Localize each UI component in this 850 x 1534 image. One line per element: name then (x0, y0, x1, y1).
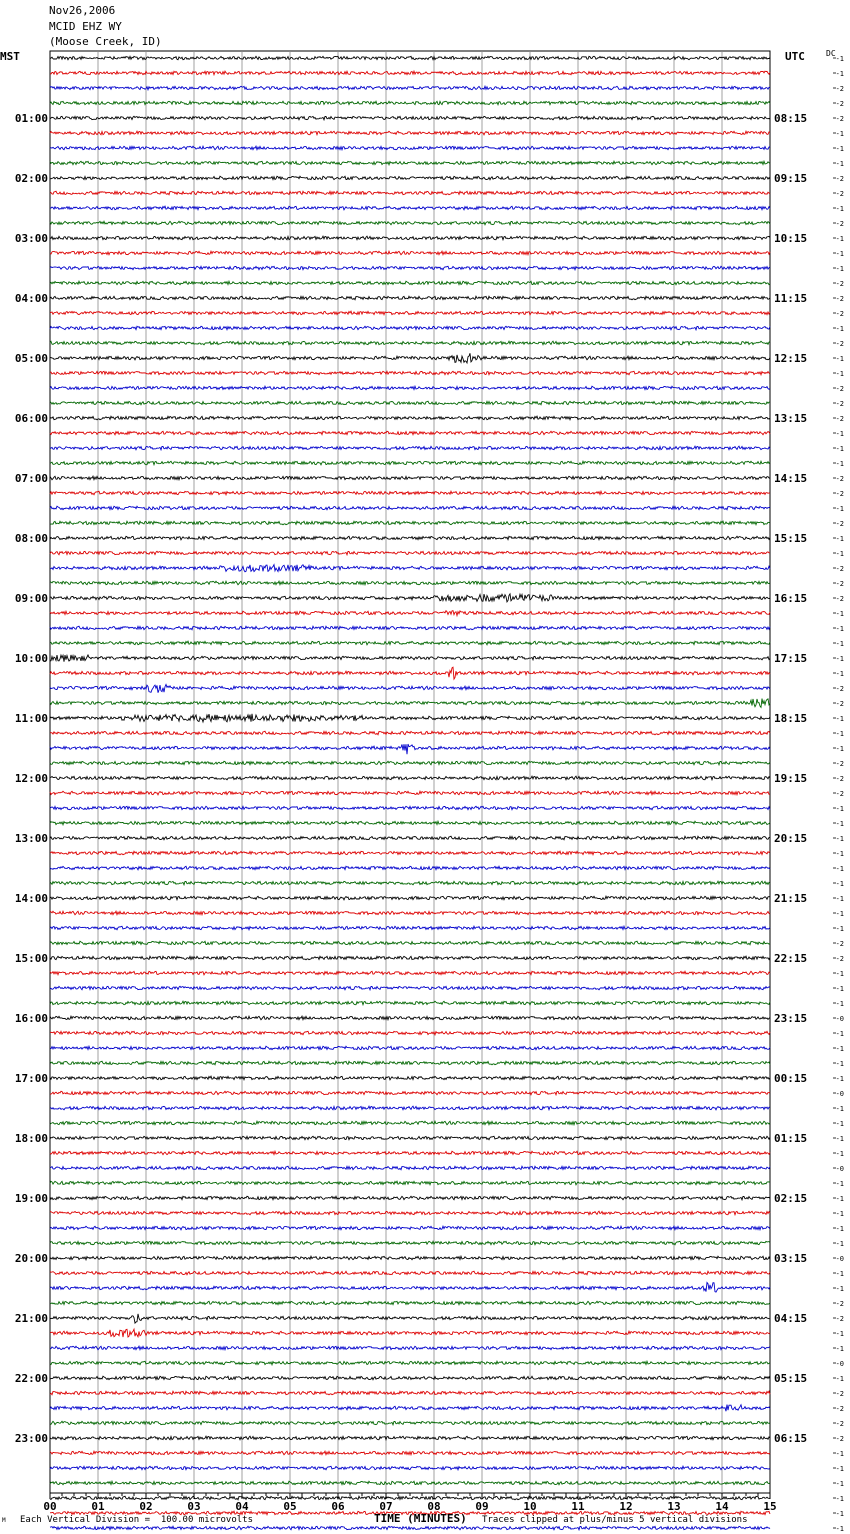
trace-row (50, 1001, 770, 1005)
trace-row (50, 416, 770, 420)
dc-offset-label: -2 (835, 775, 844, 783)
trace-row (50, 1376, 770, 1380)
x-tick-label: 08 (427, 1500, 441, 1513)
left-hour-label: 22:00 (14, 1372, 48, 1385)
trace-row (50, 1211, 770, 1215)
trace-row (50, 101, 770, 104)
x-tick-label: 06 (331, 1500, 345, 1513)
trace-row (50, 761, 770, 765)
dc-offset-label: -1 (835, 1450, 844, 1458)
x-tick-label: 00 (43, 1500, 57, 1513)
x-tick-label: 03 (187, 1500, 201, 1513)
clip-note: Traces clipped at plus/minus 5 vertical divisions (482, 1515, 748, 1525)
dc-offset-label: -2 (835, 385, 844, 393)
dc-offset-label: -2 (835, 400, 844, 408)
dc-offset-label: -2 (835, 100, 844, 108)
dc-offset-label: -1 (835, 925, 844, 933)
trace-row (50, 446, 770, 450)
dc-offset-label: -2 (835, 490, 844, 498)
dc-offset-label: -0 (835, 1360, 844, 1368)
dc-offset-label: -1 (835, 235, 844, 243)
trace-row (50, 896, 770, 900)
dc-offset-label: -2 (835, 310, 844, 318)
dc-offset-label: -0 (835, 1165, 844, 1173)
trace-row (50, 1106, 770, 1110)
trace-row (50, 714, 770, 722)
right-hour-label: 02:15 (774, 1192, 808, 1205)
dc-offset-label: -1 (835, 1240, 844, 1248)
right-hour-label: 18:15 (774, 712, 808, 725)
trace-row (50, 791, 770, 795)
dc-offset-label: -1 (835, 895, 844, 903)
trace-row (50, 744, 770, 754)
trace-row (50, 1283, 770, 1293)
dc-offset-label: -1 (835, 655, 844, 663)
right-timezone-label: UTC (785, 50, 805, 63)
x-tick-label: 10 (523, 1500, 537, 1513)
dc-offset-label: -2 (835, 340, 844, 348)
trace-row (50, 776, 770, 780)
dc-offset-label: -2 (835, 580, 844, 588)
left-hour-label: 21:00 (14, 1312, 48, 1325)
left-hour-label: 08:00 (14, 532, 48, 545)
right-hour-label: 08:15 (774, 112, 808, 125)
trace-row (50, 667, 770, 679)
right-hour-label: 05:15 (774, 1372, 808, 1385)
dc-offset-label: -0 (835, 1090, 844, 1098)
x-tick-label: 14 (715, 1500, 729, 1513)
trace-row (50, 1466, 770, 1469)
x-axis-title: TIME (MINUTES) (374, 1512, 467, 1525)
trace-row (50, 1046, 770, 1050)
trace-row (50, 1151, 770, 1155)
dc-offset-label: -2 (835, 280, 844, 288)
trace-row (50, 131, 770, 135)
left-hour-label: 06:00 (14, 412, 48, 425)
trace-row (50, 116, 770, 120)
dc-offset-label: -2 (835, 520, 844, 528)
trace-row (50, 731, 770, 735)
dc-offset-label: -1 (835, 1375, 844, 1383)
trace-row (50, 161, 770, 164)
dc-offset-label: -1 (835, 880, 844, 888)
dc-offset-label: -2 (835, 175, 844, 183)
trace-row (50, 551, 770, 555)
left-hour-label: 12:00 (14, 772, 48, 785)
dc-offset-label: -1 (835, 130, 844, 138)
trace-row (50, 326, 770, 330)
trace-row (50, 1496, 770, 1500)
dc-offset-label: -1 (835, 1480, 844, 1488)
trace-row (50, 685, 770, 693)
dc-offset-label: -1 (835, 625, 844, 633)
right-hour-label: 01:15 (774, 1132, 808, 1145)
right-hour-label: 10:15 (774, 232, 808, 245)
dc-offset-label: -2 (835, 190, 844, 198)
header-station: MCID EHZ WY (49, 20, 122, 33)
left-hour-label: 07:00 (14, 472, 48, 485)
dc-offset-label: -2 (835, 565, 844, 573)
trace-row (50, 1241, 770, 1244)
trace-row (50, 626, 770, 630)
trace-row (50, 1436, 770, 1440)
dc-offset-label: -1 (835, 250, 844, 258)
right-hour-label: 11:15 (774, 292, 808, 305)
trace-row (50, 71, 770, 75)
dc-offset-label: -2 (835, 595, 844, 603)
trace-row (50, 851, 770, 855)
trace-row (50, 146, 770, 150)
trace-row (50, 1076, 770, 1080)
trace-row (50, 821, 770, 825)
dc-offset-label: -1 (835, 985, 844, 993)
dc-label: DC (826, 49, 836, 58)
dc-offset-label: -1 (835, 205, 844, 213)
right-hour-label: 17:15 (774, 652, 808, 665)
right-hour-label: 14:15 (774, 472, 808, 485)
dc-offset-label: -1 (835, 745, 844, 753)
trace-row (50, 386, 770, 390)
dc-offset-label: -1 (835, 820, 844, 828)
dc-offset-label: -0 (835, 1255, 844, 1263)
x-tick-label: 07 (379, 1500, 393, 1513)
left-hour-label: 04:00 (14, 292, 48, 305)
dc-offset-label: -2 (835, 955, 844, 963)
dc-offset-label: -2 (835, 1390, 844, 1398)
right-hour-label: 04:15 (774, 1312, 808, 1325)
dc-offset-label: -1 (835, 1210, 844, 1218)
dc-offset-label: -1 (835, 850, 844, 858)
trace-row (50, 371, 770, 374)
trace-row (50, 655, 770, 662)
left-hour-label: 11:00 (14, 712, 48, 725)
left-hour-label: 09:00 (14, 592, 48, 605)
trace-row (50, 1091, 770, 1095)
header-location: (Moose Creek, ID) (49, 35, 162, 48)
trace-row (50, 431, 770, 435)
dc-offset-label: -2 (835, 1300, 844, 1308)
trace-row (50, 806, 770, 809)
dc-offset-label: -1 (835, 910, 844, 918)
trace-row (50, 1314, 770, 1323)
trace-row (50, 641, 770, 645)
trace-row (50, 536, 770, 540)
dc-offset-label: -1 (835, 1330, 844, 1338)
dc-offset-label: -1 (835, 1180, 844, 1188)
trace-row (50, 866, 770, 870)
dc-offset-label: -1 (835, 1105, 844, 1113)
dc-offset-label: -1 (835, 55, 844, 63)
left-hour-label: 15:00 (14, 952, 48, 965)
trace-row (50, 836, 770, 840)
x-tick-label: 05 (283, 1500, 297, 1513)
left-hour-label: 16:00 (14, 1012, 48, 1025)
trace-row (50, 699, 770, 708)
trace-row (50, 176, 770, 180)
dc-offset-label: -1 (835, 970, 844, 978)
trace-row (50, 353, 770, 363)
trace-row (50, 1421, 770, 1425)
left-timezone-label: MST (0, 50, 20, 63)
trace-row (50, 251, 770, 255)
right-hour-label: 20:15 (774, 832, 808, 845)
dc-offset-label: -1 (835, 325, 844, 333)
trace-row (50, 491, 770, 494)
trace-row (50, 311, 770, 315)
dc-offset-label: -1 (835, 730, 844, 738)
dc-offset-label: -2 (835, 1435, 844, 1443)
trace-row (50, 971, 770, 975)
trace-row (50, 56, 770, 60)
left-hour-label: 02:00 (14, 172, 48, 185)
dc-offset-label: -2 (835, 760, 844, 768)
right-hour-label: 23:15 (774, 1012, 808, 1025)
trace-row (50, 565, 770, 572)
dc-offset-label: -1 (835, 865, 844, 873)
x-tick-label: 11 (571, 1500, 585, 1513)
dc-offset-label: -1 (835, 1345, 844, 1353)
trace-row (50, 1166, 770, 1170)
dc-offset-label: -2 (835, 940, 844, 948)
dc-offset-label: -1 (835, 1195, 844, 1203)
dc-offset-label: -1 (835, 640, 844, 648)
right-hour-label: 16:15 (774, 592, 808, 605)
trace-row (50, 926, 770, 929)
trace-row (50, 296, 770, 300)
dc-offset-label: -1 (835, 1465, 844, 1473)
x-tick-label: 04 (235, 1500, 249, 1513)
trace-row (50, 401, 770, 405)
division-note: Each Vertical Division = 100.00 microvolts (20, 1515, 253, 1525)
x-tick-label: 02 (139, 1500, 153, 1513)
trace-row (50, 281, 770, 285)
left-hour-label: 10:00 (14, 652, 48, 665)
dc-offset-label: -2 (835, 1315, 844, 1323)
right-hour-label: 21:15 (774, 892, 808, 905)
trace-row (50, 1271, 770, 1275)
trace-row (50, 266, 770, 269)
right-hour-label: 19:15 (774, 772, 808, 785)
trace-row (50, 594, 770, 602)
dc-offset-label: -1 (835, 1120, 844, 1128)
trace-row (50, 1346, 770, 1350)
dc-offset-label: -1 (835, 370, 844, 378)
left-hour-label: 05:00 (14, 352, 48, 365)
dc-offset-label: -2 (835, 685, 844, 693)
dc-offset-label: -1 (835, 160, 844, 168)
dc-offset-label: -2 (835, 790, 844, 798)
dc-offset-label: -1 (835, 550, 844, 558)
right-hour-label: 15:15 (774, 532, 808, 545)
dc-offset-label: -1 (835, 355, 844, 363)
left-hour-label: 23:00 (14, 1432, 48, 1445)
left-hour-label: 14:00 (14, 892, 48, 905)
dc-offset-label: -1 (835, 670, 844, 678)
trace-row (50, 881, 770, 885)
dc-offset-label: -0 (835, 1015, 844, 1023)
dc-offset-label: -2 (835, 295, 844, 303)
trace-row (50, 1256, 770, 1260)
dc-offset-label: -1 (835, 1270, 844, 1278)
trace-row (50, 191, 770, 195)
dc-offset-label: -1 (835, 715, 844, 723)
trace-row (50, 1016, 770, 1020)
dc-offset-label: -1 (835, 1045, 844, 1053)
right-hour-label: 09:15 (774, 172, 808, 185)
dc-offset-label: -1 (835, 145, 844, 153)
dc-offset-label: -1 (835, 505, 844, 513)
dc-offset-label: -1 (835, 1135, 844, 1143)
dc-offset-label: -1 (835, 535, 844, 543)
dc-offset-label: -2 (835, 700, 844, 708)
trace-row (50, 1136, 770, 1139)
trace-row (50, 1391, 770, 1395)
trace-row (50, 221, 770, 225)
left-hour-label: 13:00 (14, 832, 48, 845)
trace-row (50, 236, 770, 240)
trace-row (50, 461, 770, 465)
dc-offset-label: -1 (835, 70, 844, 78)
left-hour-label: 17:00 (14, 1072, 48, 1085)
dc-offset-label: -1 (835, 1060, 844, 1068)
left-hour-label: 18:00 (14, 1132, 48, 1145)
dc-offset-label: -2 (835, 220, 844, 228)
trace-row (50, 86, 770, 90)
trace-row (50, 1301, 770, 1305)
trace-row (50, 476, 770, 480)
trace-row (50, 1061, 770, 1065)
dc-offset-label: -1 (835, 1525, 844, 1533)
trace-row (50, 1481, 770, 1485)
left-hour-label: 20:00 (14, 1252, 48, 1265)
dc-offset-label: -1 (835, 1510, 844, 1518)
trace-row (50, 1526, 770, 1530)
dc-offset-label: -1 (835, 460, 844, 468)
trace-row (50, 1405, 770, 1412)
trace-row (50, 1031, 770, 1034)
dc-offset-label: -1 (835, 610, 844, 618)
dc-offset-label: -1 (835, 1150, 844, 1158)
dc-offset-label: -1 (835, 805, 844, 813)
trace-row (50, 1329, 770, 1337)
trace-row (50, 1121, 770, 1125)
dc-offset-label: -1 (835, 1225, 844, 1233)
dc-offset-label: -2 (835, 85, 844, 93)
trace-row (50, 206, 770, 210)
x-tick-label: 09 (475, 1500, 489, 1513)
trace-row (50, 1181, 770, 1185)
dc-offset-label: -2 (835, 1420, 844, 1428)
x-tick-label: 13 (667, 1500, 681, 1513)
x-tick-label: 15 (763, 1500, 777, 1513)
trace-row (50, 506, 770, 510)
right-hour-label: 22:15 (774, 952, 808, 965)
left-hour-label: 19:00 (14, 1192, 48, 1205)
trace-row (50, 1196, 770, 1200)
dc-offset-label: -1 (835, 1030, 844, 1038)
right-hour-label: 06:15 (774, 1432, 808, 1445)
left-hour-label: 03:00 (14, 232, 48, 245)
trace-row (50, 956, 770, 960)
x-tick-label: 12 (619, 1500, 633, 1513)
trace-row (50, 941, 770, 945)
dc-offset-label: -2 (835, 475, 844, 483)
trace-row (50, 911, 770, 915)
right-hour-label: 03:15 (774, 1252, 808, 1265)
trace-row (50, 581, 770, 585)
dc-offset-label: -1 (835, 1285, 844, 1293)
left-hour-label: 01:00 (14, 112, 48, 125)
right-hour-label: 13:15 (774, 412, 808, 425)
trace-row (50, 611, 770, 616)
trace-row (50, 341, 770, 345)
dc-offset-label: -2 (835, 415, 844, 423)
trace-row (50, 1451, 770, 1455)
trace-row (50, 986, 770, 990)
dc-offset-label: -1 (835, 1075, 844, 1083)
dc-offset-label: -1 (835, 835, 844, 843)
trace-row (50, 1226, 770, 1230)
dc-offset-label: -1 (835, 430, 844, 438)
dc-offset-label: -1 (835, 265, 844, 273)
dc-offset-label: -1 (835, 1000, 844, 1008)
header-date: Nov26,2006 (49, 4, 116, 17)
trace-row (50, 1361, 770, 1364)
right-hour-label: 12:15 (774, 352, 808, 365)
dc-offset-label: -1 (835, 1495, 844, 1503)
corner-mark: M (2, 1517, 6, 1524)
trace-row (50, 521, 770, 525)
x-tick-label: 01 (91, 1500, 105, 1513)
dc-offset-label: -1 (835, 445, 844, 453)
dc-offset-label: -2 (835, 1405, 844, 1413)
dc-offset-label: -2 (835, 115, 844, 123)
right-hour-label: 00:15 (774, 1072, 808, 1085)
